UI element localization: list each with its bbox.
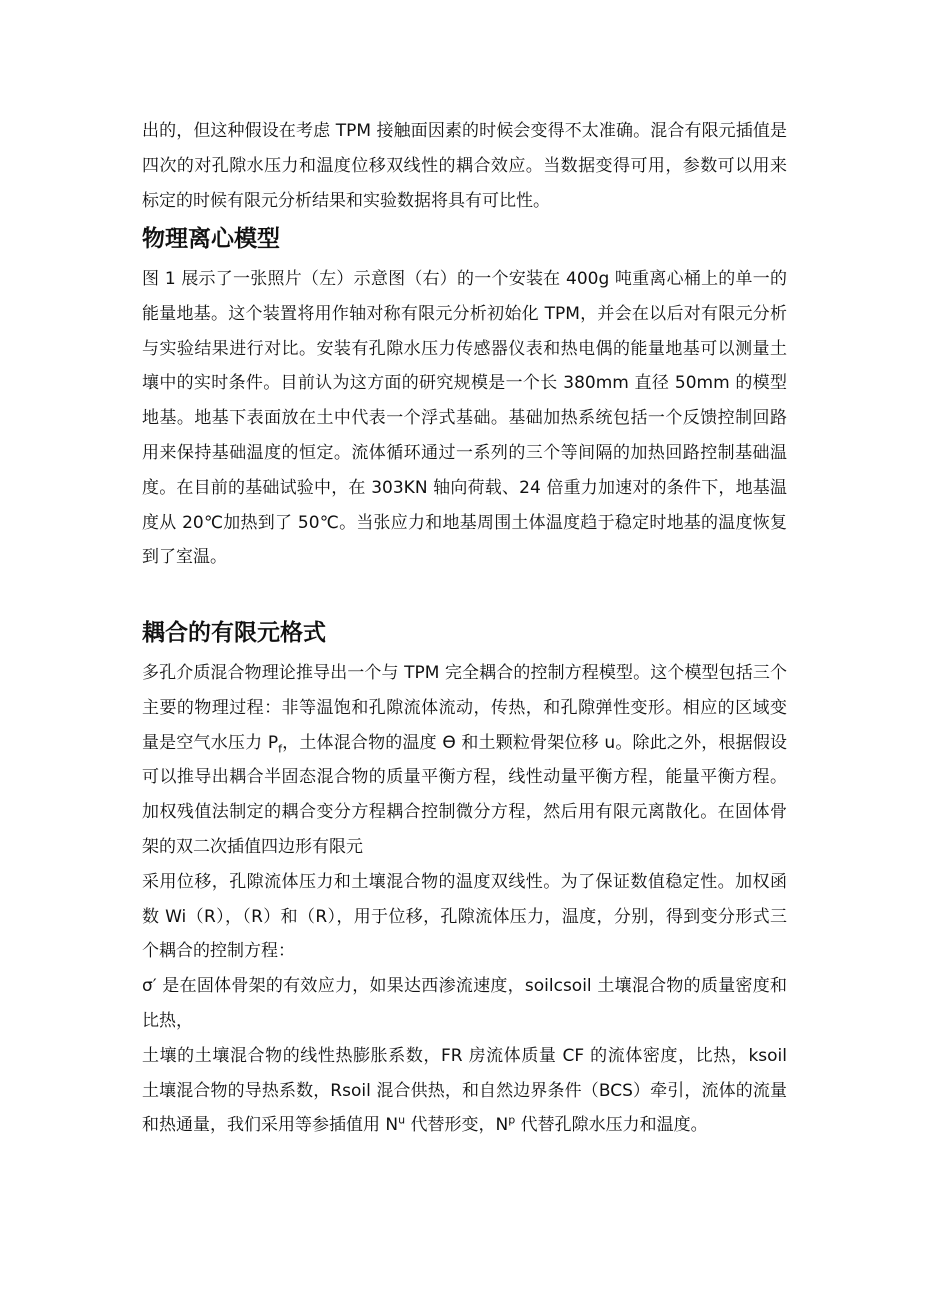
paragraph-effective-stress: σ′ 是在固体骨架的有效应力，如果达西渗流速度，soilcsoil 土壤混合物的质量密度和比热，: [142, 976, 787, 1031]
text-run: 土壤的土壤混合物的线性热膨胀系数，FR 房流体质量 CF 的流体密度，比热，ksoil 土壤混合物的导热系数，Rsoil 混合供热，和自然边界条件（BCS）牵引，流体的流量和热通量，我们采用等参插值用 N: [142, 1045, 787, 1136]
superscript-p: p: [508, 1113, 516, 1127]
heading-coupled-fe-formulation: 耦合的有限元格式: [142, 620, 326, 646]
document-page: [142, 114, 787, 1143]
text-run: 代替形变，N: [405, 1115, 509, 1136]
text-run: ，土体混合物的温度 Ө 和土颗粒骨架位移 u。除此之外，根据假设可以推导出耦合半固态混合物的质量平衡方程，线性动量平衡方程，能量平衡方程。加权残值法制定的耦合变分方程耦合控制微分方程，然后用有限元离散化。在固体骨架的双二次插值四边形有限元: [142, 732, 788, 857]
paragraph-weight-functions: 采用位移，孔隙流体压力和土壤混合物的温度双线性。为了保证数值稳定性。加权函数 Wi（R），（R）和（R），用于位移，孔隙流体压力，温度，分别，得到变分形式三个耦合的控制方程：: [142, 871, 787, 962]
paragraph-coupled-model: [142, 656, 787, 865]
subscript-f: f: [278, 741, 282, 755]
superscript-u: u: [398, 1113, 406, 1127]
text-run: 多孔介质混合物理论推导出一个与 TPM 完全耦合的控制方程模型。这个模型包括三个主要的物理过程：非等温饱和孔隙流体流动，传热，和孔隙弹性变形。相应的区域变量是空气水压力 P: [142, 663, 787, 753]
paragraph-centrifuge: 图 1 展示了一张照片（左）示意图（右）的一个安装在 400g 吨重离心桶上的单一的能量地基。这个装置将用作轴对称有限元分析初始化 TPM，并会在以后对有限元分析与实验结果进行对比。安装有孔隙水压力传感器仪表和热电偶的能量地基可以测量土壤中的实时条件。目前认为这方面的研究规模是一个长 380mm 直径 50mm 的模型地基。地基下表面放在土中代表一个浮式基础。基础加热系统包括一个反馈控制回路用来保持基础温度的恒定。流体循环通过一系列的三个等间隔的加热回路控制基础温度。在目前的基础试验中，在 303KN 轴向荷载、24 倍重力加速对的条件下，地基温度从 20℃加热到了 50℃。当张应力和地基周围土体温度趋于稳定时地基的温度恢复到了室温。: [142, 269, 787, 568]
text-run: 代替孔隙水压力和温度。: [515, 1115, 708, 1136]
heading-physical-centrifuge-model: 物理离心模型: [142, 226, 280, 252]
paragraph-intro: 出的，但这种假设在考虑 TPM 接触面因素的时候会变得不太准确。混合有限元插值是四次的对孔隙水压力和温度位移双线性的耦合效应。当数据变得可用，参数可以用来标定的时候有限元分析结果和实验数据将具有可比性。: [142, 121, 787, 211]
paragraph-interpolation: [142, 1039, 787, 1143]
